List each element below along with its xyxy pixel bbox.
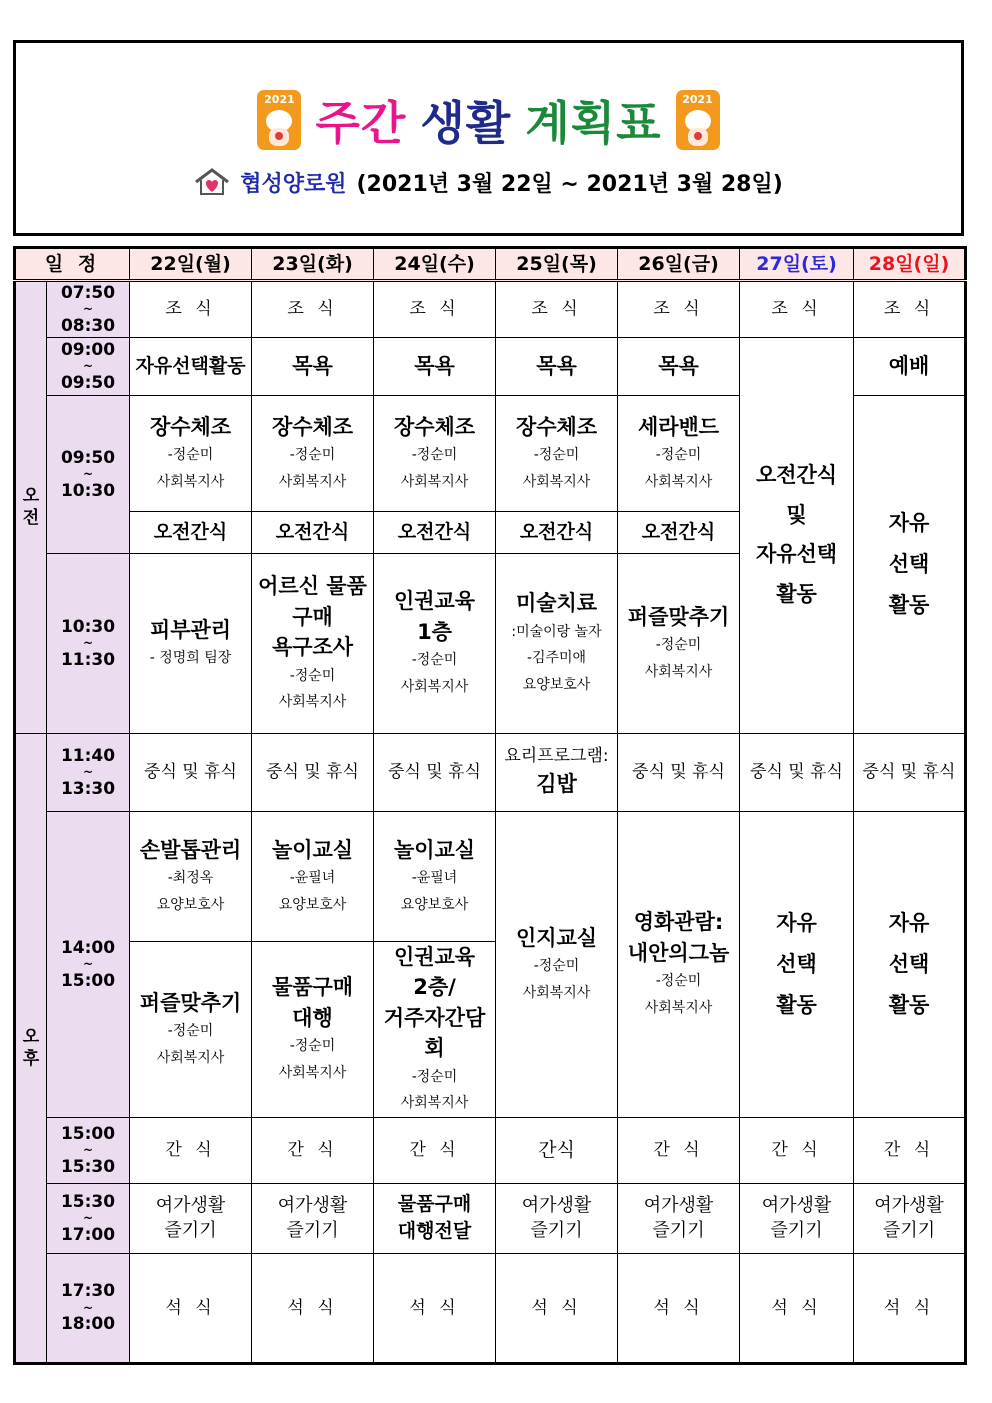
time-slot: 15:30 ~ 17:00 xyxy=(47,1183,130,1253)
time-slot: 07:50 ~ 08:30 xyxy=(47,281,130,338)
day-header: 24일(수) xyxy=(374,248,496,281)
activity-cell: 물품구매 대행 -정순미 사회복지사 xyxy=(252,941,374,1117)
snack-cell: 간식 xyxy=(496,1117,618,1183)
dinner-cell: 석 식 xyxy=(130,1253,252,1363)
breakfast-cell: 조 식 xyxy=(374,281,496,338)
snack-cell: 오전간식 xyxy=(618,511,740,553)
period-pm: 오 후 xyxy=(15,733,47,1363)
sunday-pm-activity: 자유 선택 활동 xyxy=(854,811,966,1117)
leisure-cell: 물품구매 대행전달 xyxy=(374,1183,496,1253)
activity-cell: 어르신 물품 구매 욕구조사 -정순미 사회복지사 xyxy=(252,553,374,733)
activity-cell: 장수체조 -정순미 사회복지사 xyxy=(496,395,618,511)
activity-cell: 손발톱관리 -최정옥 요양보호사 xyxy=(130,811,252,941)
activity-cell: 장수체조 -정순미 사회복지사 xyxy=(252,395,374,511)
saturday-pm-activity: 자유 선택 활동 xyxy=(740,811,854,1117)
activity-cell: 인지교실 -정순미 사회복지사 xyxy=(496,811,618,1117)
saturday-am-activity: 오전간식 및 자유선택 활동 xyxy=(740,337,854,733)
leisure-cell: 여가생활 즐기기 xyxy=(854,1183,966,1253)
header-box xyxy=(13,40,964,236)
lunch-cell: 중식 및 휴식 xyxy=(374,733,496,811)
day-header: 22일(월) xyxy=(130,248,252,281)
activity-cell: 놀이교실 -윤필녀 요양보호사 xyxy=(374,811,496,941)
lunch-cell: 중식 및 휴식 xyxy=(252,733,374,811)
activity-cell: 자유선택활동 xyxy=(130,337,252,395)
breakfast-cell: 조 식 xyxy=(252,281,374,338)
time-slot: 11:40 ~ 13:30 xyxy=(47,733,130,811)
time-slot: 15:00 ~ 15:30 xyxy=(47,1117,130,1183)
cow-mascot-logo-icon xyxy=(676,90,720,150)
lunch-cell: 중식 및 휴식 xyxy=(740,733,854,811)
leisure-cell: 여가생활 즐기기 xyxy=(252,1183,374,1253)
title-row xyxy=(16,85,961,155)
activity-cell: 목욕 xyxy=(618,337,740,395)
snack-cell: 간 식 xyxy=(252,1117,374,1183)
dinner-cell: 석 식 xyxy=(496,1253,618,1363)
time-slot: 14:00 ~ 15:00 xyxy=(47,811,130,1117)
leisure-cell: 여가생활 즐기기 xyxy=(130,1183,252,1253)
snack-cell: 오전간식 xyxy=(496,511,618,553)
dinner-cell: 석 식 xyxy=(618,1253,740,1363)
breakfast-cell: 조 식 xyxy=(496,281,618,338)
time-slot: 09:00 ~ 09:50 xyxy=(47,337,130,395)
subtitle-row xyxy=(16,165,961,199)
dinner-cell: 석 식 xyxy=(374,1253,496,1363)
house-heart-logo-icon xyxy=(194,168,230,196)
breakfast-cell: 조 식 xyxy=(854,281,966,338)
organization-name: 협성양로원 xyxy=(240,171,347,197)
activity-cell: 예배 xyxy=(854,337,966,395)
lunch-cell: 중식 및 휴식 xyxy=(618,733,740,811)
breakfast-cell: 조 식 xyxy=(740,281,854,338)
row-dinner xyxy=(15,1253,966,1363)
header-row xyxy=(15,248,966,281)
activity-cell: 인권교육 2층/ 거주자간담회 -정순미 사회복지사 xyxy=(374,941,496,1117)
day-header: 25일(목) xyxy=(496,248,618,281)
snack-cell: 오전간식 xyxy=(130,511,252,553)
cow-mascot-logo-icon xyxy=(257,90,301,150)
row-1400-a xyxy=(15,811,966,941)
dinner-cell: 석 식 xyxy=(854,1253,966,1363)
activity-cell: 미술치료 :미술이랑 놀자 -김주미애 요양보호사 xyxy=(496,553,618,733)
activity-cell: 놀이교실 -윤필녀 요양보호사 xyxy=(252,811,374,941)
row-snack xyxy=(15,1117,966,1183)
activity-cell: 장수체조 -정순미 사회복지사 xyxy=(130,395,252,511)
activity-cell: 세라밴드 -정순미 사회복지사 xyxy=(618,395,740,511)
snack-cell: 간 식 xyxy=(854,1117,966,1183)
snack-cell: 간 식 xyxy=(618,1117,740,1183)
day-header-saturday: 27일(토) xyxy=(740,248,854,281)
activity-cell: 목욕 xyxy=(252,337,374,395)
row-lunch xyxy=(15,733,966,811)
breakfast-cell: 조 식 xyxy=(130,281,252,338)
logo-year: 2021 xyxy=(264,93,295,106)
time-slot: 09:50 ~ 10:30 xyxy=(47,395,130,553)
schedule-label: 일 정 xyxy=(15,248,130,281)
row-leisure xyxy=(15,1183,966,1253)
activity-cell: 목욕 xyxy=(496,337,618,395)
title-word-3: 계획표 xyxy=(525,96,662,150)
title-word-2: 생활 xyxy=(420,96,512,150)
activity-cell: 피부관리 - 정명희 팀장 xyxy=(130,553,252,733)
time-slot: 10:30 ~ 11:30 xyxy=(47,553,130,733)
leisure-cell: 여가생활 즐기기 xyxy=(496,1183,618,1253)
schedule-period: (2021년 3월 22일 ~ 2021년 3월 28일) xyxy=(356,171,783,197)
logo-year: 2021 xyxy=(682,93,713,106)
row-0900 xyxy=(15,337,966,395)
activity-cell: 퍼즐맞추기 -정순미 사회복지사 xyxy=(618,553,740,733)
period-am: 오 전 xyxy=(15,281,47,734)
lunch-cell: 중식 및 휴식 xyxy=(854,733,966,811)
dinner-cell: 석 식 xyxy=(740,1253,854,1363)
lunch-cell-cooking: 요리프로그램: 김밥 xyxy=(496,733,618,811)
activity-cell: 인권교육 1층 -정순미 사회복지사 xyxy=(374,553,496,733)
lunch-cell: 중식 및 휴식 xyxy=(130,733,252,811)
snack-cell: 간 식 xyxy=(374,1117,496,1183)
breakfast-cell: 조 식 xyxy=(618,281,740,338)
activity-cell: 퍼즐맞추기 -정순미 사회복지사 xyxy=(130,941,252,1117)
leisure-cell: 여가생활 즐기기 xyxy=(618,1183,740,1253)
row-breakfast xyxy=(15,281,966,338)
day-header: 23일(화) xyxy=(252,248,374,281)
activity-cell: 목욕 xyxy=(374,337,496,395)
dinner-cell: 석 식 xyxy=(252,1253,374,1363)
activity-cell: 장수체조 -정순미 사회복지사 xyxy=(374,395,496,511)
weekly-schedule-table xyxy=(13,246,967,1365)
snack-cell: 오전간식 xyxy=(374,511,496,553)
leisure-cell: 여가생활 즐기기 xyxy=(740,1183,854,1253)
day-header: 26일(금) xyxy=(618,248,740,281)
sunday-am-activity: 자유 선택 활동 xyxy=(854,395,966,733)
snack-cell: 오전간식 xyxy=(252,511,374,553)
activity-cell: 영화관람: 내안의그놈 -정순미 사회복지사 xyxy=(618,811,740,1117)
snack-cell: 간 식 xyxy=(130,1117,252,1183)
day-header-sunday: 28일(일) xyxy=(854,248,966,281)
time-slot: 17:30 ~ 18:00 xyxy=(47,1253,130,1363)
title-word-1: 주간 xyxy=(315,96,407,150)
snack-cell: 간 식 xyxy=(740,1117,854,1183)
